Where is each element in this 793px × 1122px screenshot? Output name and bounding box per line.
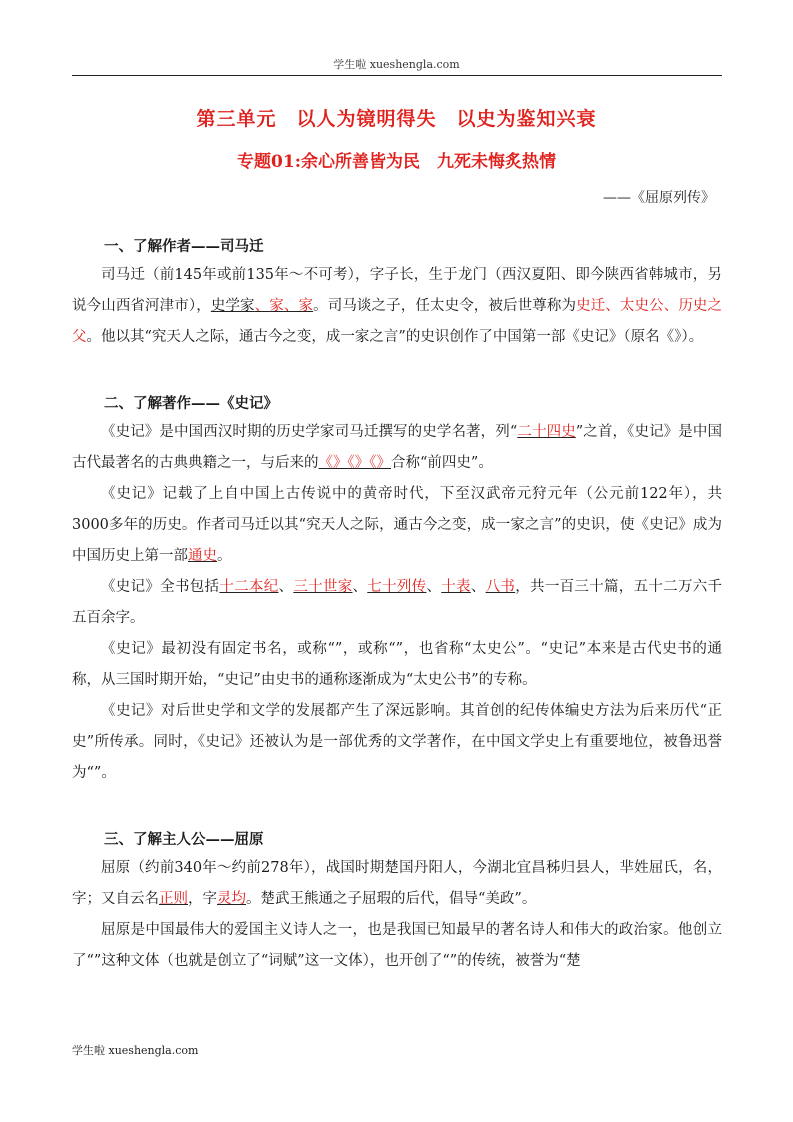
topic-title: 专题01:余心所善皆为民 九死未悔炙热情: [237, 152, 556, 172]
text-run: 合称“前四史”。: [391, 455, 493, 471]
text-run: 《史记》全书包括: [101, 579, 220, 595]
text-run: 《史记》是中国西汉时期的历史学家司马迁撰写的史学名著，列“: [101, 424, 518, 440]
underlined-term: [211, 298, 313, 314]
term-blank-2: 家: [298, 298, 314, 314]
separator: 、: [352, 579, 368, 595]
unit-title: 第三单元 以人为镜明得失 以史为鉴知兴衰: [196, 108, 597, 130]
text-run: 。他以其“究天人之际，通古今之变，成一家之言”的史识创作了中国第一部《史记》（原名《》）。: [86, 329, 704, 345]
text-run: 《史记》记载了上自中国上古传说中的黄帝时代，下至汉武帝元狩元年（公元前122年），共3000多年的历史。作者司马迁以其“究天人之际，通古今之变，成一家之言”的史识，使《史记》成为中国历史上第一部: [72, 486, 722, 564]
section-title-protagonist: 三、了解主人公——屈原: [104, 831, 264, 848]
work-paragraph-3: [72, 572, 722, 634]
text-run: 。楚武王熊通之子屈瑕的后代，倡导“美政”。: [246, 891, 537, 907]
text-run: 司马迁（前145年或前135年～不可考），字子长，生于龙门（西汉夏阳、即今陕西省韩城市，另说今山西省河津市），: [72, 267, 722, 314]
work-paragraph-4: 《史记》最初没有固定书名，或称“”，或称“”，也省称“太史公”。“史记”本来是古代史书的通称，从三国时期开始，“史记”由史书的通称逐渐成为“太史公书”的专称。: [72, 641, 722, 688]
header-divider: [72, 75, 722, 76]
section-gap: [72, 353, 722, 391]
work-paragraph-1: [72, 417, 722, 479]
term-liezhuan: 七十列传: [367, 579, 427, 595]
honorific-titles: 史迁、太史公、历史之父: [72, 298, 723, 345]
separator: 、: [470, 579, 486, 595]
term-blank-books: 《》《》《》: [318, 455, 391, 471]
text-run: ”之首，《史记》是中国古代最著名的古典典籍之一，与后来的: [72, 424, 722, 471]
term-general-history: 通史: [188, 548, 217, 564]
section-gap: [72, 789, 722, 827]
term-benji: 十二本纪: [219, 579, 279, 595]
separator: 、: [254, 298, 270, 314]
section-title-work: 二、了解著作——《史记》: [104, 395, 278, 412]
author-paragraph: [72, 260, 722, 353]
text-run: 。: [217, 548, 232, 564]
separator: 、: [278, 579, 294, 595]
text-run: 。司马谈之子，任太史令，被后世尊称为: [313, 298, 577, 314]
term-lingjun: 灵均: [217, 891, 246, 907]
protagonist-paragraph-1: [72, 853, 722, 915]
page-header: 学生啦 xueshengla.com: [333, 58, 460, 71]
term-zhengze: 正则: [159, 891, 188, 907]
document-body: [72, 234, 722, 977]
text-run: ，共一百三十篇，五十二万六千五百余字。: [72, 579, 723, 626]
term-shu: 八书: [485, 579, 516, 595]
separator: 、: [283, 298, 299, 314]
section-title-author: 一、了解作者——司马迁: [104, 238, 264, 255]
text-run: ，字: [188, 891, 217, 907]
work-paragraph-2: [72, 479, 722, 572]
term-historian: 史学家: [210, 298, 255, 314]
term-blank-1: 家: [269, 298, 284, 314]
term-shijia: 三十世家: [293, 579, 353, 595]
protagonist-paragraph-2: 屈原是中国最伟大的爱国主义诗人之一，也是我国已知最早的著名诗人和伟大的政治家。他创立了“”这种文体（也就是创立了“词赋”这一文体），也开创了“”的传统，被誉为“楚: [72, 922, 722, 969]
source-citation: ——《屈原列传》: [603, 190, 715, 206]
work-paragraph-5: 《史记》对后世史学和文学的发展都产生了深远影响。其首创的纪传体编史方法为后来历代“正史”所传承。同时，《史记》还被认为是一部优秀的文学著作，在中国文学史上有重要地位，被鲁迅誉为“”。: [72, 703, 722, 781]
term-24-histories: 二十四史: [517, 424, 576, 440]
separator: 、: [426, 579, 442, 595]
page-footer: 学生啦 xueshengla.com: [72, 1044, 199, 1057]
text-run: 屈原（约前340年～约前278年），战国时期楚国丹阳人，今湖北宜昌秭归县人，芈姓屈氏，名，字；又自云名: [72, 860, 722, 907]
term-biao: 十表: [441, 579, 471, 595]
